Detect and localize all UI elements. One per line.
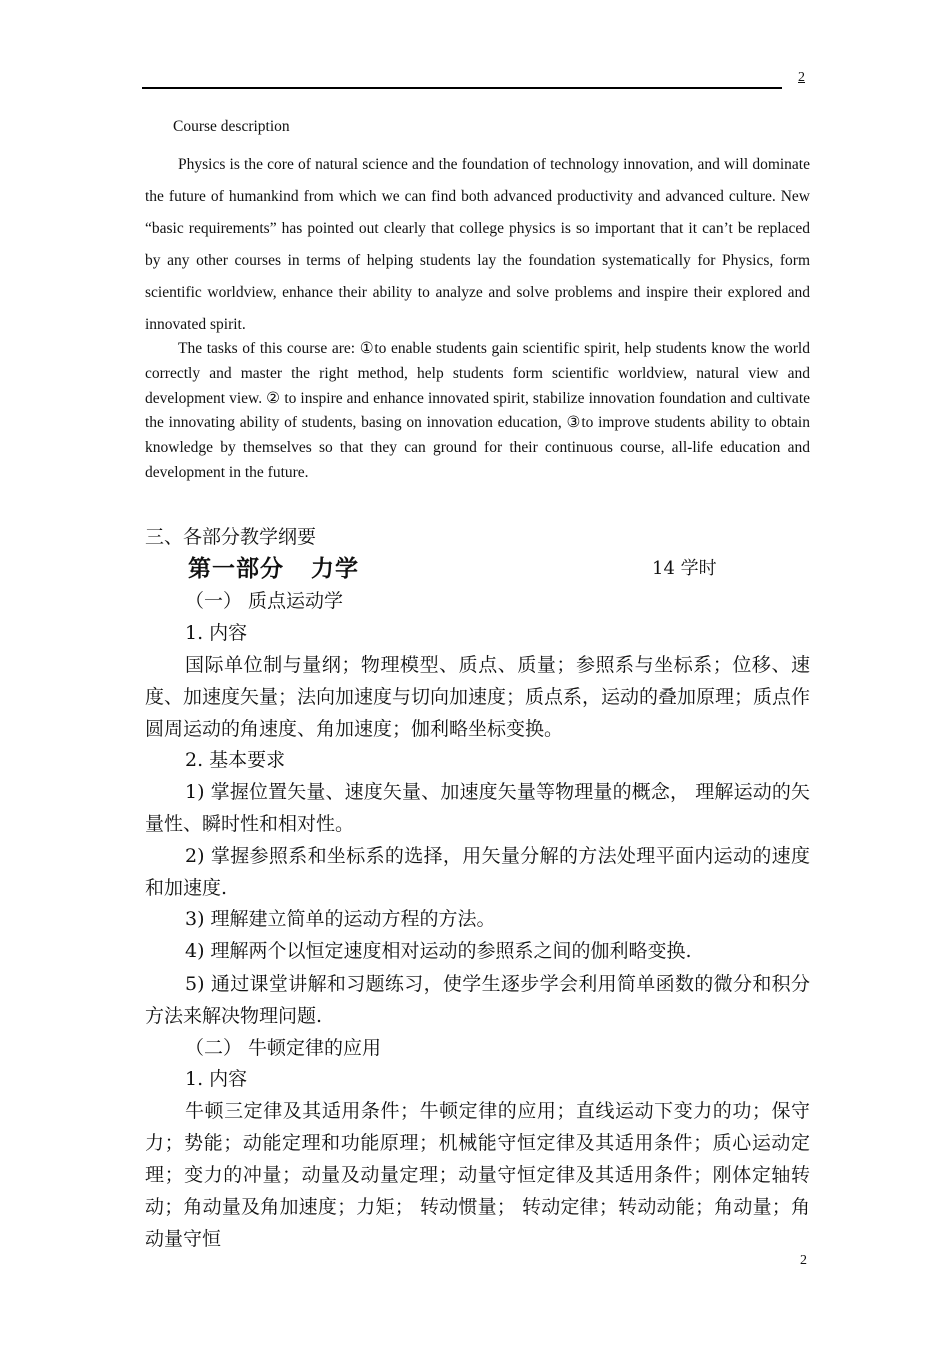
course-description-paragraph-1: Physics is the core of natural science and the foundation of technology innovation, and will dominate the future of humankind from which we can find both advanced productivity and advanced culture. New “basic requirements” has pointed out clearly that college physics is so important that it can’t be replaced by any other courses in terms of helping students lay the foundation systematically for Physics, form scientific worldview, enhance their ability to analyze and solve problems and inspire their explored and innovated spirit. xyxy=(145,156,810,333)
header-page-number: 2 xyxy=(798,70,805,85)
part-title: 第一部分 力学 xyxy=(188,556,360,582)
unit1-content: 国际单位制与量纲；物理模型、质点、质量；参照系与坐标系；位移、速度、加速度矢量；法向加速度与切向加速度；质点系，运动的叠加原理；质点作圆周运动的角速度、角加速度；伽利略坐标变换。 xyxy=(145,654,811,740)
unit1-requirement-3: 3) 理解建立简单的运动方程的方法。 xyxy=(185,908,496,930)
course-description-paragraph-2: The tasks of this course are: ①to enable students gain scientific spirit, help students know the world correctly and master the right method, help students form scientific worldview, natural view and development view. ② to inspire and enhance innovated spirit, stabilize innovation foundation and cultivate the innovating ability of students, basing on innovation education, ③to improve students ability to obtain knowledge by themselves so that they can ground for their continuous course, all-life education and development in the future. xyxy=(145,340,810,481)
unit1-requirement-2: 2) 掌握参照系和坐标系的选择，用矢量分解的方法处理平面内运动的速度和加速度. xyxy=(145,845,810,899)
unit1-requirements-label: 2. 基本要求 xyxy=(185,749,286,771)
unit2-title: （二） 牛顿定律的应用 xyxy=(185,1037,382,1059)
unit1-requirement-4: 4) 理解两个以恒定速度相对运动的参照系之间的伽利略变换. xyxy=(185,940,692,962)
unit2-content-label: 1. 内容 xyxy=(185,1068,248,1090)
unit1-content-label: 1. 内容 xyxy=(185,622,248,644)
section-heading: 三、各部分教学纲要 xyxy=(145,526,317,548)
unit1-requirement-1: 1) 掌握位置矢量、速度矢量、加速度矢量等物理量的概念， 理解运动的矢量性、瞬时性和相对性。 xyxy=(145,781,810,835)
course-description-label: Course description xyxy=(173,118,290,135)
unit1-title: （一） 质点运动学 xyxy=(185,590,344,612)
header-rule xyxy=(142,87,782,89)
part-hours: 14 学时 xyxy=(652,558,717,579)
footer-page-number: 2 xyxy=(800,1253,807,1268)
unit1-requirement-5: 5) 通过课堂讲解和习题练习，使学生逐步学会利用简单函数的微分和积分方法来解决物理问题. xyxy=(145,973,810,1027)
unit2-content: 牛顿三定律及其适用条件；牛顿定律的应用；直线运动下变力的功；保守力；势能；动能定理和功能原理；机械能守恒定律及其适用条件；质心运动定理；变力的冲量；动量及动量定理；动量守恒定律及其适用条件；刚体定轴转动；角动量及角加速度；力矩； 转动惯量； 转动定律；转动动能；角动量；角动量守恒 xyxy=(145,1100,810,1250)
